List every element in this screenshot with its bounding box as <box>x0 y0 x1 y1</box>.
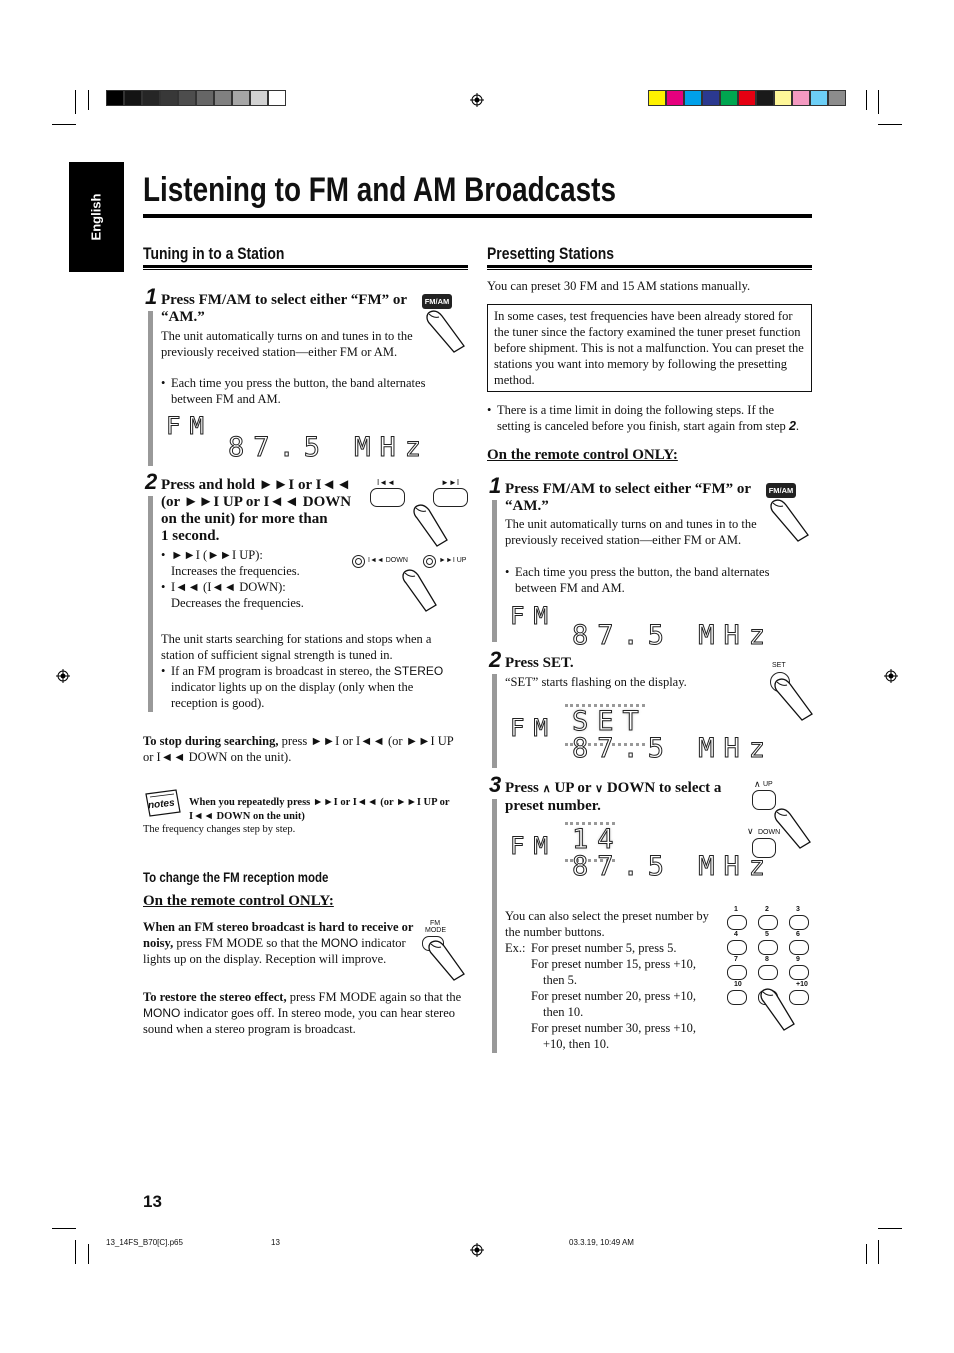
step3-title-pre: Press <box>505 780 543 796</box>
bullet-item <box>161 663 461 711</box>
color-swatch <box>178 90 196 106</box>
lcd-display <box>510 706 775 764</box>
finger-icon <box>758 986 798 1032</box>
p1-end: indicator lights up on the display. Reception will improve. <box>143 936 406 966</box>
color-swatch <box>720 90 738 106</box>
notes-label: notes <box>147 797 176 812</box>
finger-icon <box>772 676 816 722</box>
step-title <box>161 477 361 545</box>
p1-bold: When an FM stereo broadcast is hard to receive or noisy, <box>143 920 414 950</box>
lcd-band: FM <box>510 832 557 860</box>
remote-only-heading: On the remote control ONLY: <box>143 893 334 909</box>
stereo-indicator-word: STEREO <box>393 664 444 678</box>
step-title: Press SET. <box>505 655 574 671</box>
step-bar <box>492 799 497 1053</box>
lcd-band: FM <box>510 714 557 742</box>
registration-mark-bottom <box>470 1243 484 1257</box>
lcd-flashing-preset: 14 <box>572 824 623 855</box>
keypad-label: +10 <box>796 981 808 988</box>
bullet-item <box>161 547 361 579</box>
set-button-illustration <box>766 662 816 722</box>
title-rule <box>143 214 812 218</box>
examples-label: Ex.: <box>505 941 526 955</box>
down-button-inner <box>355 558 362 565</box>
number-buttons-text: You can also select the preset number by the number buttons. <box>505 909 709 939</box>
bullet-item: • Each time you press the button, the band alternates between FM and AM. <box>505 564 795 596</box>
bullet-item <box>487 402 809 434</box>
step-body: The unit automatically turns on and tunes in to the previously received station—either FM or AM. <box>161 329 413 359</box>
keypad-button <box>789 940 809 955</box>
example-item: For preset number 30, press +10, +10, then 10. <box>531 1021 697 1051</box>
step-bar <box>148 311 153 466</box>
registration-mark-top <box>470 93 484 107</box>
color-swatch <box>106 90 124 106</box>
stereo-bullets <box>161 663 461 711</box>
keypad-label: 7 <box>734 956 738 963</box>
up-arrow-icon: ∧ <box>542 783 551 795</box>
finger-icon <box>772 806 814 850</box>
color-swatch <box>214 90 232 106</box>
color-swatch <box>702 90 720 106</box>
keypad-button <box>727 940 747 955</box>
keypad-label: 3 <box>796 906 800 913</box>
keypad-button <box>789 965 809 980</box>
keypad-label: 9 <box>796 956 800 963</box>
remote-skip-buttons-illustration <box>365 478 470 548</box>
stop-bold: To stop during searching, <box>143 734 279 748</box>
color-swatch <box>124 90 142 106</box>
search-description: The unit starts searching for stations and stops when a station of sufficient signal strength is tuned in. <box>161 632 432 662</box>
color-swatch <box>774 90 792 106</box>
keypad-button <box>727 990 747 1005</box>
step-title-line: (or ►►I UP or I◄◄ DOWN <box>161 494 352 510</box>
time-limit-pre: There is a time limit in doing the following steps. If the setting is canceled before you finish, start again from step <box>497 403 789 433</box>
remote-only-heading: On the remote control ONLY: <box>487 447 678 463</box>
page-title: Listening to FM and AM Broadcasts <box>143 171 616 209</box>
step-title-line: on the unit) for more than <box>161 511 328 527</box>
finger-icon <box>400 567 440 613</box>
color-swatch <box>792 90 810 106</box>
keypad-label: 5 <box>765 931 769 938</box>
step-number: 2 <box>489 647 502 672</box>
color-swatch <box>142 90 160 106</box>
keypad-label: 1 <box>734 906 738 913</box>
color-swatch <box>268 90 286 106</box>
keypad-label: 6 <box>796 931 800 938</box>
keypad-label: 8 <box>765 956 769 963</box>
step-title-line: 1 second. <box>161 528 220 544</box>
next-button-label: ►►I <box>441 478 460 487</box>
mono-indicator-word: MONO <box>320 936 359 950</box>
notes-bold: When you repeatedly press ►►I or I◄◄ (or ►►I UP or I◄◄ DOWN on the unit) <box>189 797 450 822</box>
lcd-frequency: 87.5 MHz <box>572 851 775 882</box>
notes-text: The frequency changes step by step. <box>143 824 296 835</box>
lcd-band: FM <box>166 412 213 440</box>
step-bar <box>492 500 497 642</box>
lcd-display <box>510 598 775 651</box>
heading-rule-thin <box>143 269 468 270</box>
color-swatch <box>810 90 828 106</box>
up-button-inner <box>426 558 433 565</box>
keypad-button <box>758 915 778 930</box>
step-title <box>505 780 735 815</box>
step-body: “SET” starts flashing on the display. <box>505 675 687 689</box>
bullet-item <box>161 579 361 611</box>
color-swatch <box>684 90 702 106</box>
p1-mid: press FM MODE so that the <box>173 936 321 950</box>
registration-mark-left <box>56 669 70 683</box>
up-button-label: ►►I UP <box>439 557 467 564</box>
down-arrow-icon: ∨ <box>747 826 754 836</box>
step-number: 3 <box>489 772 502 797</box>
keypad-label: 2 <box>765 906 769 913</box>
step-bar <box>148 496 153 712</box>
step-bullets <box>505 564 795 596</box>
stop-rest: press ►►I or I◄◄ (or ►►I UP or I◄◄ DOWN on the unit). <box>143 734 454 764</box>
fm-mode-label-1: FM <box>430 920 441 927</box>
preset-intro: You can preset 30 FM and 15 AM stations manually. <box>487 279 751 293</box>
up-button-label: UP <box>763 781 773 788</box>
keypad-label: 10 <box>734 981 742 988</box>
heading-rule <box>487 265 812 268</box>
p2-mid: press FM MODE again so that the <box>286 990 462 1004</box>
prev-button-label: I◄◄ <box>377 478 396 487</box>
fm-mode-label-2: MODE <box>425 927 446 934</box>
step-bar <box>492 674 497 768</box>
fm-mode-paragraph-1 <box>143 919 415 967</box>
bullet-body: Increases the frequencies. <box>171 564 300 578</box>
color-swatch <box>828 90 846 106</box>
color-swatch <box>160 90 178 106</box>
lcd-flashing-set: SET <box>572 706 648 737</box>
bullet-head: I◄◄ (I◄◄ DOWN): <box>171 580 286 594</box>
fm-am-button: FM/AM <box>766 483 796 498</box>
step-title-line: Press and hold ►►I or I◄◄ <box>161 477 352 493</box>
fm-am-button-illustration <box>420 294 470 354</box>
set-button-label: SET <box>772 662 786 669</box>
stereo-pre: If an FM program is broadcast in stereo, the <box>171 664 394 678</box>
color-swatch <box>196 90 214 106</box>
keypad-button <box>789 915 809 930</box>
color-swatch <box>250 90 268 106</box>
color-swatch <box>232 90 250 106</box>
step3-title-post: DOWN to select a preset number. <box>505 780 722 814</box>
lcd-frequency: 87.5 MHz <box>572 620 775 651</box>
prev-button <box>370 488 405 507</box>
keypad-label: 4 <box>734 931 738 938</box>
footer-file: 13_14FS_B70[C].p65 <box>106 1238 183 1247</box>
lcd-frequency: 87.5 MHz <box>572 733 775 764</box>
fm-mode-paragraph-2 <box>143 989 465 1037</box>
factory-note-text: In some cases, test frequencies have been already stored for the tuner since the factory examined the tuner preset function before shipment. This is not a malfunction. You can preset the stations you want into memory by following the presetting method. <box>494 309 804 387</box>
time-limit-bullets <box>487 402 809 434</box>
example-item: For preset number 20, press +10, then 10. <box>531 989 697 1019</box>
lcd-display <box>510 824 775 882</box>
footer-page: 13 <box>271 1238 280 1247</box>
registration-mark-right <box>884 669 898 683</box>
bullet-head: ►►I (►►I UP): <box>171 548 263 562</box>
example-item: For preset number 5, press 5. <box>531 941 677 955</box>
section-heading-tuning: Tuning in to a Station <box>143 244 285 263</box>
down-button-label: I◄◄ DOWN <box>368 557 408 564</box>
heading-rule-thin <box>487 269 812 270</box>
up-arrow-icon: ∧ <box>754 779 761 789</box>
down-button-label: DOWN <box>758 829 781 836</box>
fm-am-button: FM/AM <box>422 294 452 309</box>
language-tab-label: English <box>88 193 104 241</box>
color-swatch <box>738 90 756 106</box>
step-number: 1 <box>489 473 502 498</box>
bullet-item: • Each time you press the button, the band alternates between FM and AM. <box>161 375 446 407</box>
step-number: 1 <box>145 284 158 309</box>
finger-icon <box>426 938 468 982</box>
examples-list <box>531 940 711 1052</box>
mono-indicator-word: MONO <box>143 1006 181 1020</box>
lcd-frequency: 87.5 MHz <box>228 432 431 463</box>
color-swatch <box>648 90 666 106</box>
fm-mode-button-illustration <box>420 920 470 982</box>
keypad-button <box>758 940 778 955</box>
fm-am-button-illustration <box>764 483 814 543</box>
footer-date: 03.3.19, 10:49 AM <box>569 1238 634 1247</box>
keypad-button <box>727 965 747 980</box>
time-limit-step: 2 <box>788 419 796 433</box>
step-bullets <box>161 547 361 611</box>
color-swatch <box>666 90 684 106</box>
language-tab <box>69 162 124 272</box>
example-item: For preset number 15, press +10, then 5. <box>531 957 697 987</box>
heading-rule <box>143 265 468 268</box>
finger-icon <box>411 502 451 548</box>
stereo-post: indicator lights up on the display (only when the reception is good). <box>171 680 414 710</box>
keypad-button <box>758 965 778 980</box>
lcd-band: FM <box>510 602 557 630</box>
page-number: 13 <box>143 1192 162 1211</box>
keypad-button <box>727 915 747 930</box>
notes-badge <box>143 788 183 818</box>
section-heading-presetting: Presetting Stations <box>487 244 615 263</box>
finger-icon <box>424 308 470 354</box>
step-bullets <box>161 375 446 407</box>
stop-searching-text <box>143 733 465 765</box>
time-limit-post: . <box>795 419 800 433</box>
step-number: 2 <box>145 469 158 494</box>
number-keypad-illustration <box>724 906 814 1030</box>
step-title: Press FM/AM to select either “FM” or “AM.” <box>161 292 407 325</box>
color-swatch <box>756 90 774 106</box>
down-arrow-icon: ∨ <box>595 783 604 795</box>
step-title: Press FM/AM to select either “FM” or “AM.” <box>505 481 751 514</box>
p2-bold: To restore the stereo effect, <box>143 990 287 1004</box>
p2-end: indicator goes off. In stereo mode, you can hear stereo sound when a stereo program is broadcast. <box>143 1006 456 1036</box>
factory-note-box <box>487 304 812 392</box>
lcd-display <box>166 408 431 468</box>
bullet-body: Decreases the frequencies. <box>171 596 304 610</box>
finger-icon <box>768 497 814 543</box>
step-body: The unit automatically turns on and tunes in to the previously received station—either FM or AM. <box>505 517 757 547</box>
unit-skip-buttons-illustration <box>352 553 470 613</box>
fm-mode-heading: To change the FM reception mode <box>143 869 329 885</box>
step3-title-mid: UP or <box>550 780 596 796</box>
